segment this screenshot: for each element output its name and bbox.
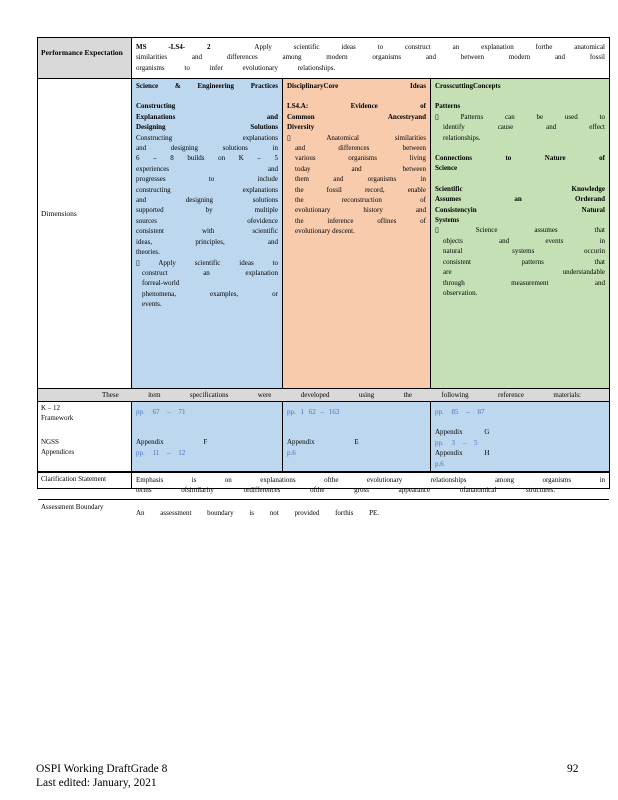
ngss-appendices-label: NGSS Appendices [41,438,75,456]
dci-body-line: evolutionary descent. [295,227,355,236]
ccc-title: CrosscuttingConcepts [435,82,501,90]
assessment-row [38,500,609,526]
pe-text-line-3: organisms to infer evolutionary relationships. [136,63,336,72]
k12-framework-label: K – 12 Framework [41,404,74,422]
footer-last-edited: Last edited: January, 2021 [36,777,157,789]
dci-body-line: today and between [295,164,426,173]
sep-body-line: progresses to include [136,175,278,184]
sep-appendix-pages[interactable]: pp. 11 – 12 [136,448,186,457]
ccc-knowledge-title: Scientific Knowledge Assumes an Orderand Consistencyin Natural Systems [435,184,605,225]
sep-bullet-line: phenomena, examples, or [142,289,278,298]
sep-bullet-line: events. [142,300,162,309]
dci-body-line: the inference oflines of [295,216,426,225]
sep-body-line: sources ofevidence [136,216,278,225]
sep-body-line: experiences and [136,164,278,173]
sep-body-line: ideas, principles, and [136,237,278,246]
sep-body-line: 6 – 8 builds on K – 5 [136,154,278,163]
sep-bullet [136,258,278,310]
pe-code: MS -LS4- 2 [136,43,211,51]
sep-body-line: theories. [136,248,160,257]
dci-column [283,79,430,388]
sep-body [136,133,278,258]
sep-body-line: consistent with scientific [136,227,278,236]
dci-references [283,402,430,471]
dci-body-line: various organisms living [295,154,426,163]
footer-draft-label: OSPI Working DraftGrade 8 [36,763,168,775]
specification-table [37,37,610,517]
sep-framework-pages[interactable]: pp. 67 – 71 [136,408,186,416]
ccc-appendix-1: Appendix G [435,428,490,437]
dci-body-line: them and organisms in [295,175,426,184]
pe-text-line-1: Apply scientific ideas to construct an explanation forthe anatomical [254,43,606,51]
ccc-patterns-title: Patterns [435,102,461,111]
performance-expectation-label: Performance Expectation [38,38,131,78]
assessment-text: An assessment boundary is not provided forthis PE. [136,509,380,517]
ccc-knowledge-line: observation. [443,288,478,297]
footer-left [36,762,167,790]
dimensions-label: Dimensions [41,209,77,218]
dci-title: DisciplinaryCore Ideas [287,82,426,90]
sep-subtitle: Constructing Explanations and Designing Solutions [136,102,278,132]
sep-bullet-line: construct an explanation [142,268,278,277]
ccc-appendix-1-pages[interactable]: pp. 3 – 5 [435,438,478,447]
sep-body-line: and designing solutions [136,196,278,205]
dci-body-line: the fossil record, enable [295,185,426,194]
reference-note-row [38,389,609,401]
ccc-knowledge-line: consistent patterns that [443,257,605,266]
ccc-knowledge-line: through measurement and [443,278,605,287]
sep-bullet-line: forreal-world [142,279,180,288]
ccc-knowledge-line: are understandable [443,268,605,277]
dci-body-line: and differences between [295,144,426,153]
assessment-label: Assessment Boundary [41,503,104,511]
dci-appendix-pages[interactable]: p.6 [287,448,296,457]
dimensions-row [38,79,609,388]
sep-body-line: constructing explanations [136,185,278,194]
references-row [38,402,609,471]
dci-body-line: ▯ Anatomical similarities [287,133,426,142]
clarification-row [38,473,609,499]
ccc-appendix-2: Appendix H [435,449,490,458]
ccc-appendix-2-pages[interactable]: p.6 [435,459,444,468]
references-labels [38,402,131,471]
sep-body-line: Constructing explanations [136,133,278,142]
page-number: 92 [567,763,579,775]
dci-framework-pages[interactable]: pp. 1 62 – 163 [287,408,340,416]
ccc-framework-pages[interactable]: pp. 85 – 87 [435,408,485,416]
clarification-line-1: Emphasis is on explanations ofthe evolutionary relationships among organisms in [136,476,605,484]
ccc-connections-title: Connections to Nature of Science [435,154,605,173]
dci-body [287,133,426,237]
dci-appendix: Appendix E [287,438,359,447]
dci-body-line: evolutionary history and [295,206,426,215]
sep-body-line: and designing solutions in [136,144,278,153]
clarification-line-2: terms ofsimilarity ordifferences ofthe gross appearance ofanatomical structures. [136,486,555,495]
clarification-text [132,473,609,499]
reference-note: These item specifications were developed using the following reference materials: [102,391,581,399]
dci-body-line: the reconstruction of [295,196,426,205]
sep-references [132,402,282,471]
ccc-knowledge-line: natural systems occurin [443,247,605,256]
ccc-references [431,402,609,471]
sep-bullet-line: ▯ Apply scientific ideas to [136,258,278,267]
performance-expectation-row [38,38,609,78]
ccc-patterns-line: identify cause and effect [443,123,605,132]
ccc-patterns-body [435,112,605,143]
pe-text-line-2: similarities and differences among modern organisms and between modern and fossil [136,53,605,62]
ccc-knowledge-line: ▯ Science assumes that [435,226,605,235]
ccc-knowledge-body [435,225,605,298]
ccc-column [431,79,609,388]
sep-title: Science & Engineering Practices [136,82,278,90]
sep-appendix: Appendix F [136,438,208,447]
dci-subtitle: LS4.A: Evidence of Common Ancestryand Diversity [287,102,426,132]
ccc-knowledge-line: objects and events in [443,236,605,245]
ccc-patterns-line: relationships. [443,133,481,142]
sep-body-line: supported by multiple [136,206,278,215]
performance-expectation-text [132,38,609,78]
clarification-label: Clarification Statement [41,475,107,483]
sep-column [132,79,282,388]
ccc-patterns-line: ▯ Patterns can be used to [435,112,605,121]
